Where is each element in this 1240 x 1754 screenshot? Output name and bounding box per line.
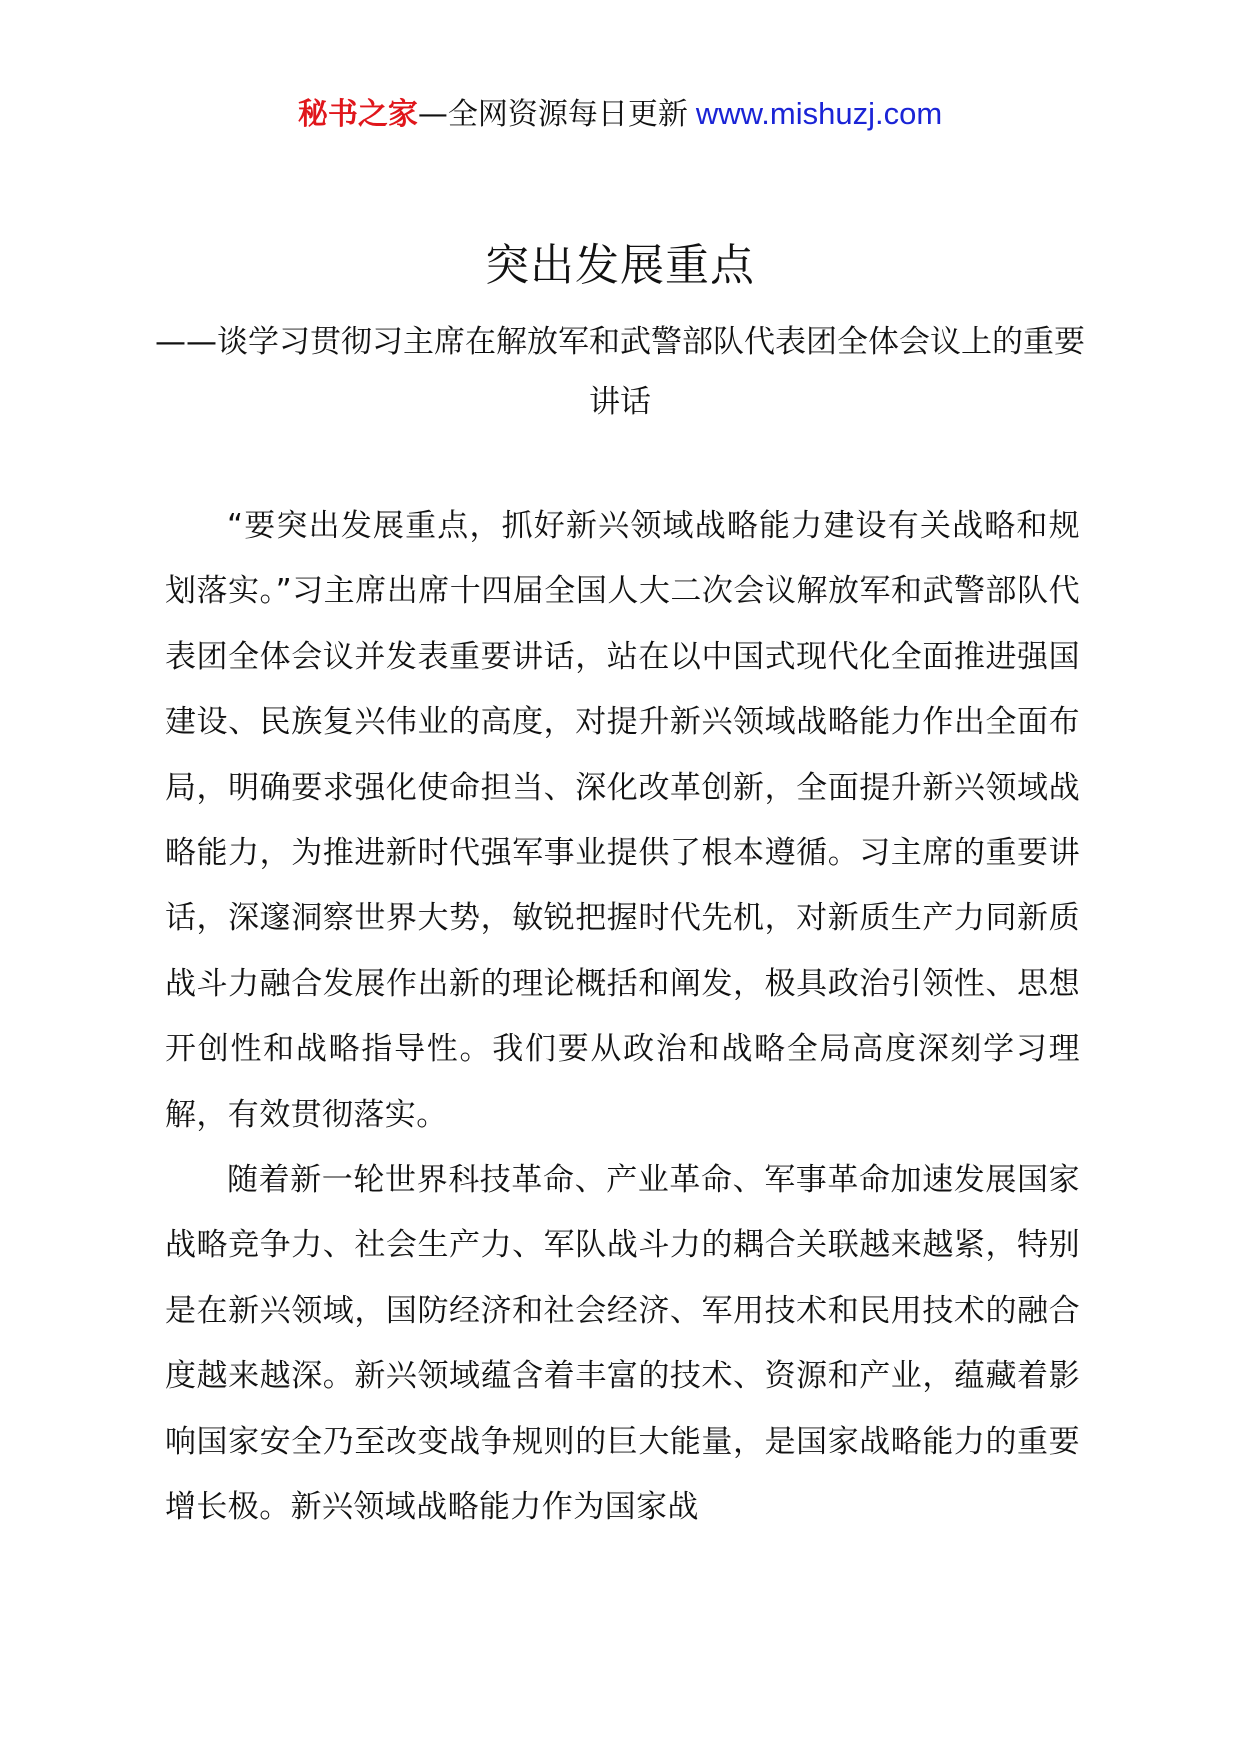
site-tagline: —全网资源每日更新 xyxy=(417,97,688,132)
body-paragraph: 随着新一轮世界科技革命、产业革命、军事革命加速发展国家战略竞争力、社会生产力、军队战斗力的耦合关联越来越紧，特别是在新兴领域，国防经济和社会经济、军用技术和民用技术的融合度越来越深。新兴领域蕴含着丰富的技术、资源和产业，蕴藏着影响国家安全乃至改变战争规则的巨大能量，是国家战略能力的重要增长极。新兴领域战略能力作为国家战 xyxy=(165,1162,1080,1526)
site-url-link[interactable]: www.mishuzj.com xyxy=(695,96,943,131)
document-body xyxy=(165,494,1080,1541)
document-subtitle: ——谈学习贯彻习主席在解放军和武警部队代表团全体会议上的重要讲话 xyxy=(155,324,1085,420)
site-header xyxy=(0,94,1240,135)
document-title: 突出发展重点 xyxy=(485,240,755,291)
body-paragraph: “要突出发展重点，抓好新兴领域战略能力建设有关战略和规划落实。”习主席出席十四届全国人大二次会议解放军和武警部队代表团全体会议并发表重要讲话，站在以中国式现代化全面推进强国建设、民族复兴伟业的高度，对提升新兴领域战略能力作出全面布局，明确要求强化使命担当、深化改革创新，全面提升新兴领域战略能力，为推进新时代强军事业提供了根本遵循。习主席的重要讲话，深邃洞察世界大势，敏锐把握时代先机，对新质生产力同新质战斗力融合发展作出新的理论概括和阐发，极具政治引领性、思想开创性和战略指导性。我们要从政治和战略全局高度深刻学习理解，有效贯彻落实。 xyxy=(165,508,1080,1133)
brand-name: 秘书之家 xyxy=(297,97,418,132)
